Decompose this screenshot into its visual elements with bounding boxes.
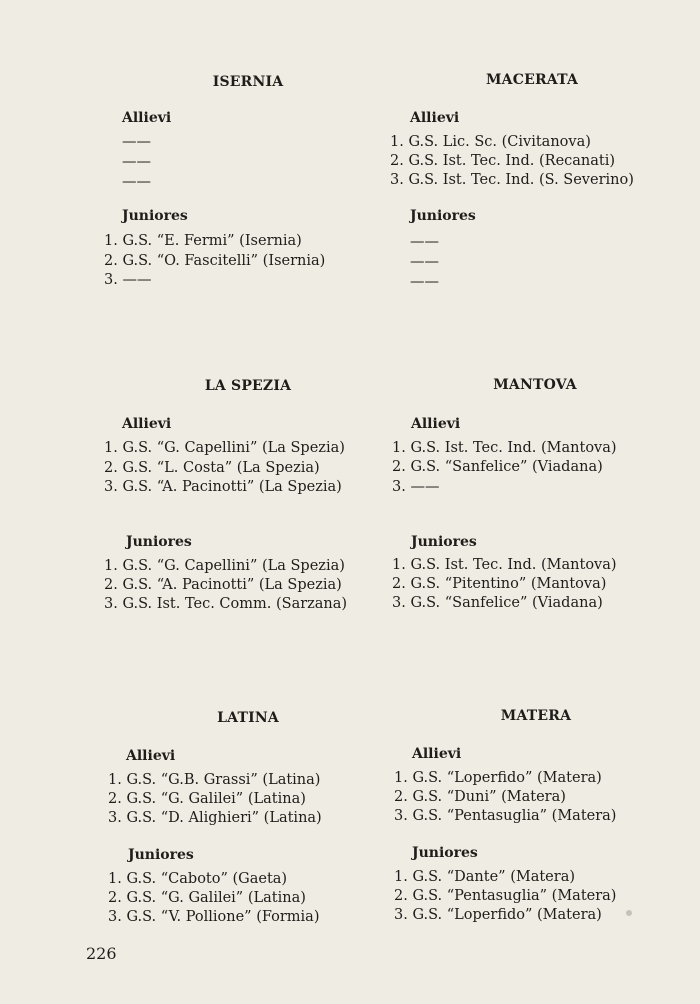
list-item: ——	[410, 274, 439, 290]
section-title: ISERNIA	[212, 74, 284, 90]
juniores-label: Juniores	[411, 534, 477, 550]
list-item: 2. G.S. “O. Fascitelli” (Isernia)	[104, 253, 326, 269]
list-item: 1. G.S. Lic. Sc. (Civitanova)	[390, 134, 591, 150]
list-item: ——	[410, 234, 439, 250]
section-title: LA SPEZIA	[204, 378, 292, 394]
list-item: 1. G.S. “Dante” (Matera)	[394, 869, 575, 885]
list-item: 1. G.S. “E. Fermi” (Isernia)	[104, 233, 302, 249]
ink-mark	[626, 910, 632, 916]
list-item: 3. G.S. “A. Pacinotti” (La Spezia)	[104, 479, 342, 495]
list-item: 2. G.S. “G. Galilei” (Latina)	[108, 791, 306, 807]
juniores-label: Juniores	[410, 208, 476, 224]
list-item: ——	[410, 254, 439, 270]
section-title: LATINA	[217, 710, 279, 726]
list-item: 3. G.S. Ist. Tec. Ind. (S. Severino)	[390, 172, 634, 188]
section-title: MACERATA	[485, 72, 579, 88]
page-number: 226	[86, 944, 117, 963]
juniores-label: Juniores	[412, 845, 478, 861]
allievi-label: Allievi	[126, 748, 176, 764]
juniores-label: Juniores	[128, 847, 194, 863]
allievi-label: Allievi	[411, 416, 461, 432]
allievi-label: Allievi	[122, 416, 172, 432]
list-item: 1. G.S. Ist. Tec. Ind. (Mantova)	[392, 440, 617, 456]
list-item: 3. G.S. Ist. Tec. Comm. (Sarzana)	[104, 596, 348, 612]
section-title: MATERA	[500, 708, 572, 724]
juniores-label: Juniores	[122, 208, 188, 224]
list-item: 2. G.S. “Sanfelice” (Viadana)	[392, 459, 603, 475]
list-item: 3. G.S. “Sanfelice” (Viadana)	[392, 595, 603, 611]
allievi-label: Allievi	[410, 110, 460, 126]
allievi-label: Allievi	[122, 110, 172, 126]
list-item: 3. ——	[104, 272, 152, 288]
list-item: 1. G.S. “G.B. Grassi” (Latina)	[108, 772, 321, 788]
list-item: 2. G.S. “G. Galilei” (Latina)	[108, 890, 306, 906]
juniores-label: Juniores	[126, 534, 192, 550]
list-item: 3. G.S. “V. Pollione” (Formia)	[108, 909, 320, 925]
list-item: 2. G.S. “Pitentino” (Mantova)	[392, 576, 607, 592]
list-item: 2. G.S. “Duni” (Matera)	[394, 789, 566, 805]
list-item: ——	[122, 154, 151, 170]
section-title: MANTOVA	[493, 377, 577, 393]
list-item: 2. G.S. Ist. Tec. Ind. (Recanati)	[390, 153, 616, 169]
list-item: 1. G.S. “G. Capellini” (La Spezia)	[104, 440, 345, 456]
list-item: 3. G.S. “D. Alighieri” (Latina)	[108, 810, 322, 826]
list-item: 1. G.S. Ist. Tec. Ind. (Mantova)	[392, 557, 617, 573]
list-item: 2. G.S. “L. Costa” (La Spezia)	[104, 460, 320, 476]
list-item: 1. G.S. “G. Capellini” (La Spezia)	[104, 558, 345, 574]
list-item: 2. G.S. “Pentasuglia” (Matera)	[394, 888, 617, 904]
list-item: 1. G.S. “Caboto” (Gaeta)	[108, 871, 288, 887]
list-item: ——	[122, 134, 151, 150]
list-item: 3. ——	[392, 479, 440, 495]
list-item: 3. G.S. “Pentasuglia” (Matera)	[394, 808, 617, 824]
list-item: ——	[122, 174, 151, 190]
list-item: 3. G.S. “Loperfido” (Matera)	[394, 907, 602, 923]
allievi-label: Allievi	[412, 746, 462, 762]
list-item: 1. G.S. “Loperfido” (Matera)	[394, 770, 602, 786]
list-item: 2. G.S. “A. Pacinotti” (La Spezia)	[104, 577, 342, 593]
